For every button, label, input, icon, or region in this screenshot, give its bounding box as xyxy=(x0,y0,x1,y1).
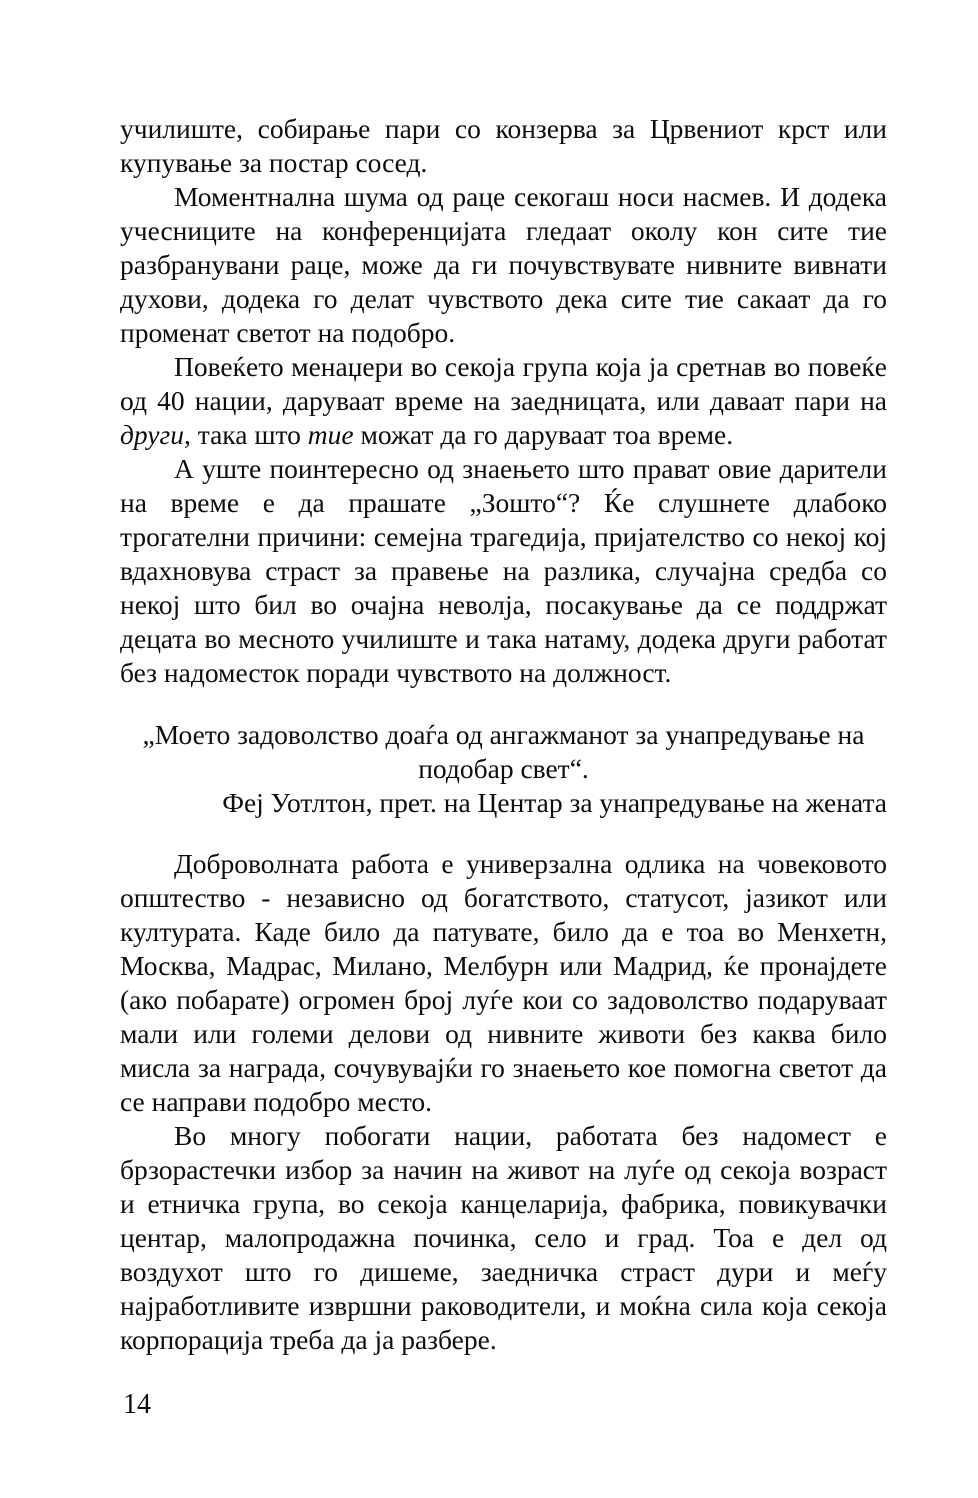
page-number: 14 xyxy=(123,1389,151,1420)
paragraph-applause: Моментнална шума од раце секогаш носи насмев. И додека учесниците на конференцијата гледаат околу кон сите тие разбранувани раце, може да ги почувствувате нивните вивнати духови, додека го делат чувството дека сите тие сакаат да го променат светот на подобро. xyxy=(120,181,887,348)
paragraph-why-donors: А уште поинтересно од знаењето што прават овие дарители на време е да прашате „Зошто“? Ќе слушнете длабоко трогателни причини: семејна трагедија, пријателство со некој кој вдахновува страст за правење на разлика, случајна средба со некој што бил во очајна неволја, посакување да се поддржат децата во месното училиште и така натаму, додека други работат без надоместок поради чувството на должност. xyxy=(120,453,887,688)
italic-word-tie: тие xyxy=(307,419,354,450)
quote-text: „Моето задоволство доаѓа од ангажманот за унапредување на подобар свет“. xyxy=(142,719,865,784)
pull-quote-block xyxy=(120,718,887,820)
paragraph-managers-text-3: можат да го даруваат тоа време. xyxy=(353,419,734,450)
paragraph-managers xyxy=(120,350,887,452)
paragraph-managers-text-1: Повеќето менаџери во секоја група која ја сретнав во повеќе од 40 нации, даруваат време на заедницата, или даваат пари на xyxy=(120,351,887,416)
paragraph-managers-text-2: , така што xyxy=(183,419,308,450)
quote-attribution: Феј Уотлтон, прет. на Центар за унапредување на жената xyxy=(222,787,887,818)
paragraph-continuation: училиште, собирање пари со конзерва за Црвениот крст или купување за постар сосед. xyxy=(120,113,887,178)
paragraph-volunteering-universal: Доброволната работа е универзална одлика на човековото општество - независно од богатството, статусот, јазикот или културата. Каде било да патувате, било да е тоа во Менхетн, Москва, Мадрас, Милано, Мелбурн или Мадрид, ќе пронајдете (ако побарате) огромен број луѓе кои со задоволство подаруваат мали или големи делови од нивните животи без каква било мисла за награда, сочувувајќи го знаењето кое помогна светот да се направи подобро место. xyxy=(120,848,887,1117)
italic-word-drugi: други xyxy=(120,419,184,450)
paragraph-richer-nations: Во многу побогати нации, работата без надомест е брзорастечки избор за начин на живот на луѓе од секоја возраст и етничка група, во секоја канцеларија, фабрика, повикувачки центар, малопродажна починка, село и град. Тоа е дел од воздухот што го дишеме, заедничка страст дури и меѓу најработливите извршни раководители, и моќна сила која секоја корпорација треба да ја разбере. xyxy=(120,1120,887,1355)
